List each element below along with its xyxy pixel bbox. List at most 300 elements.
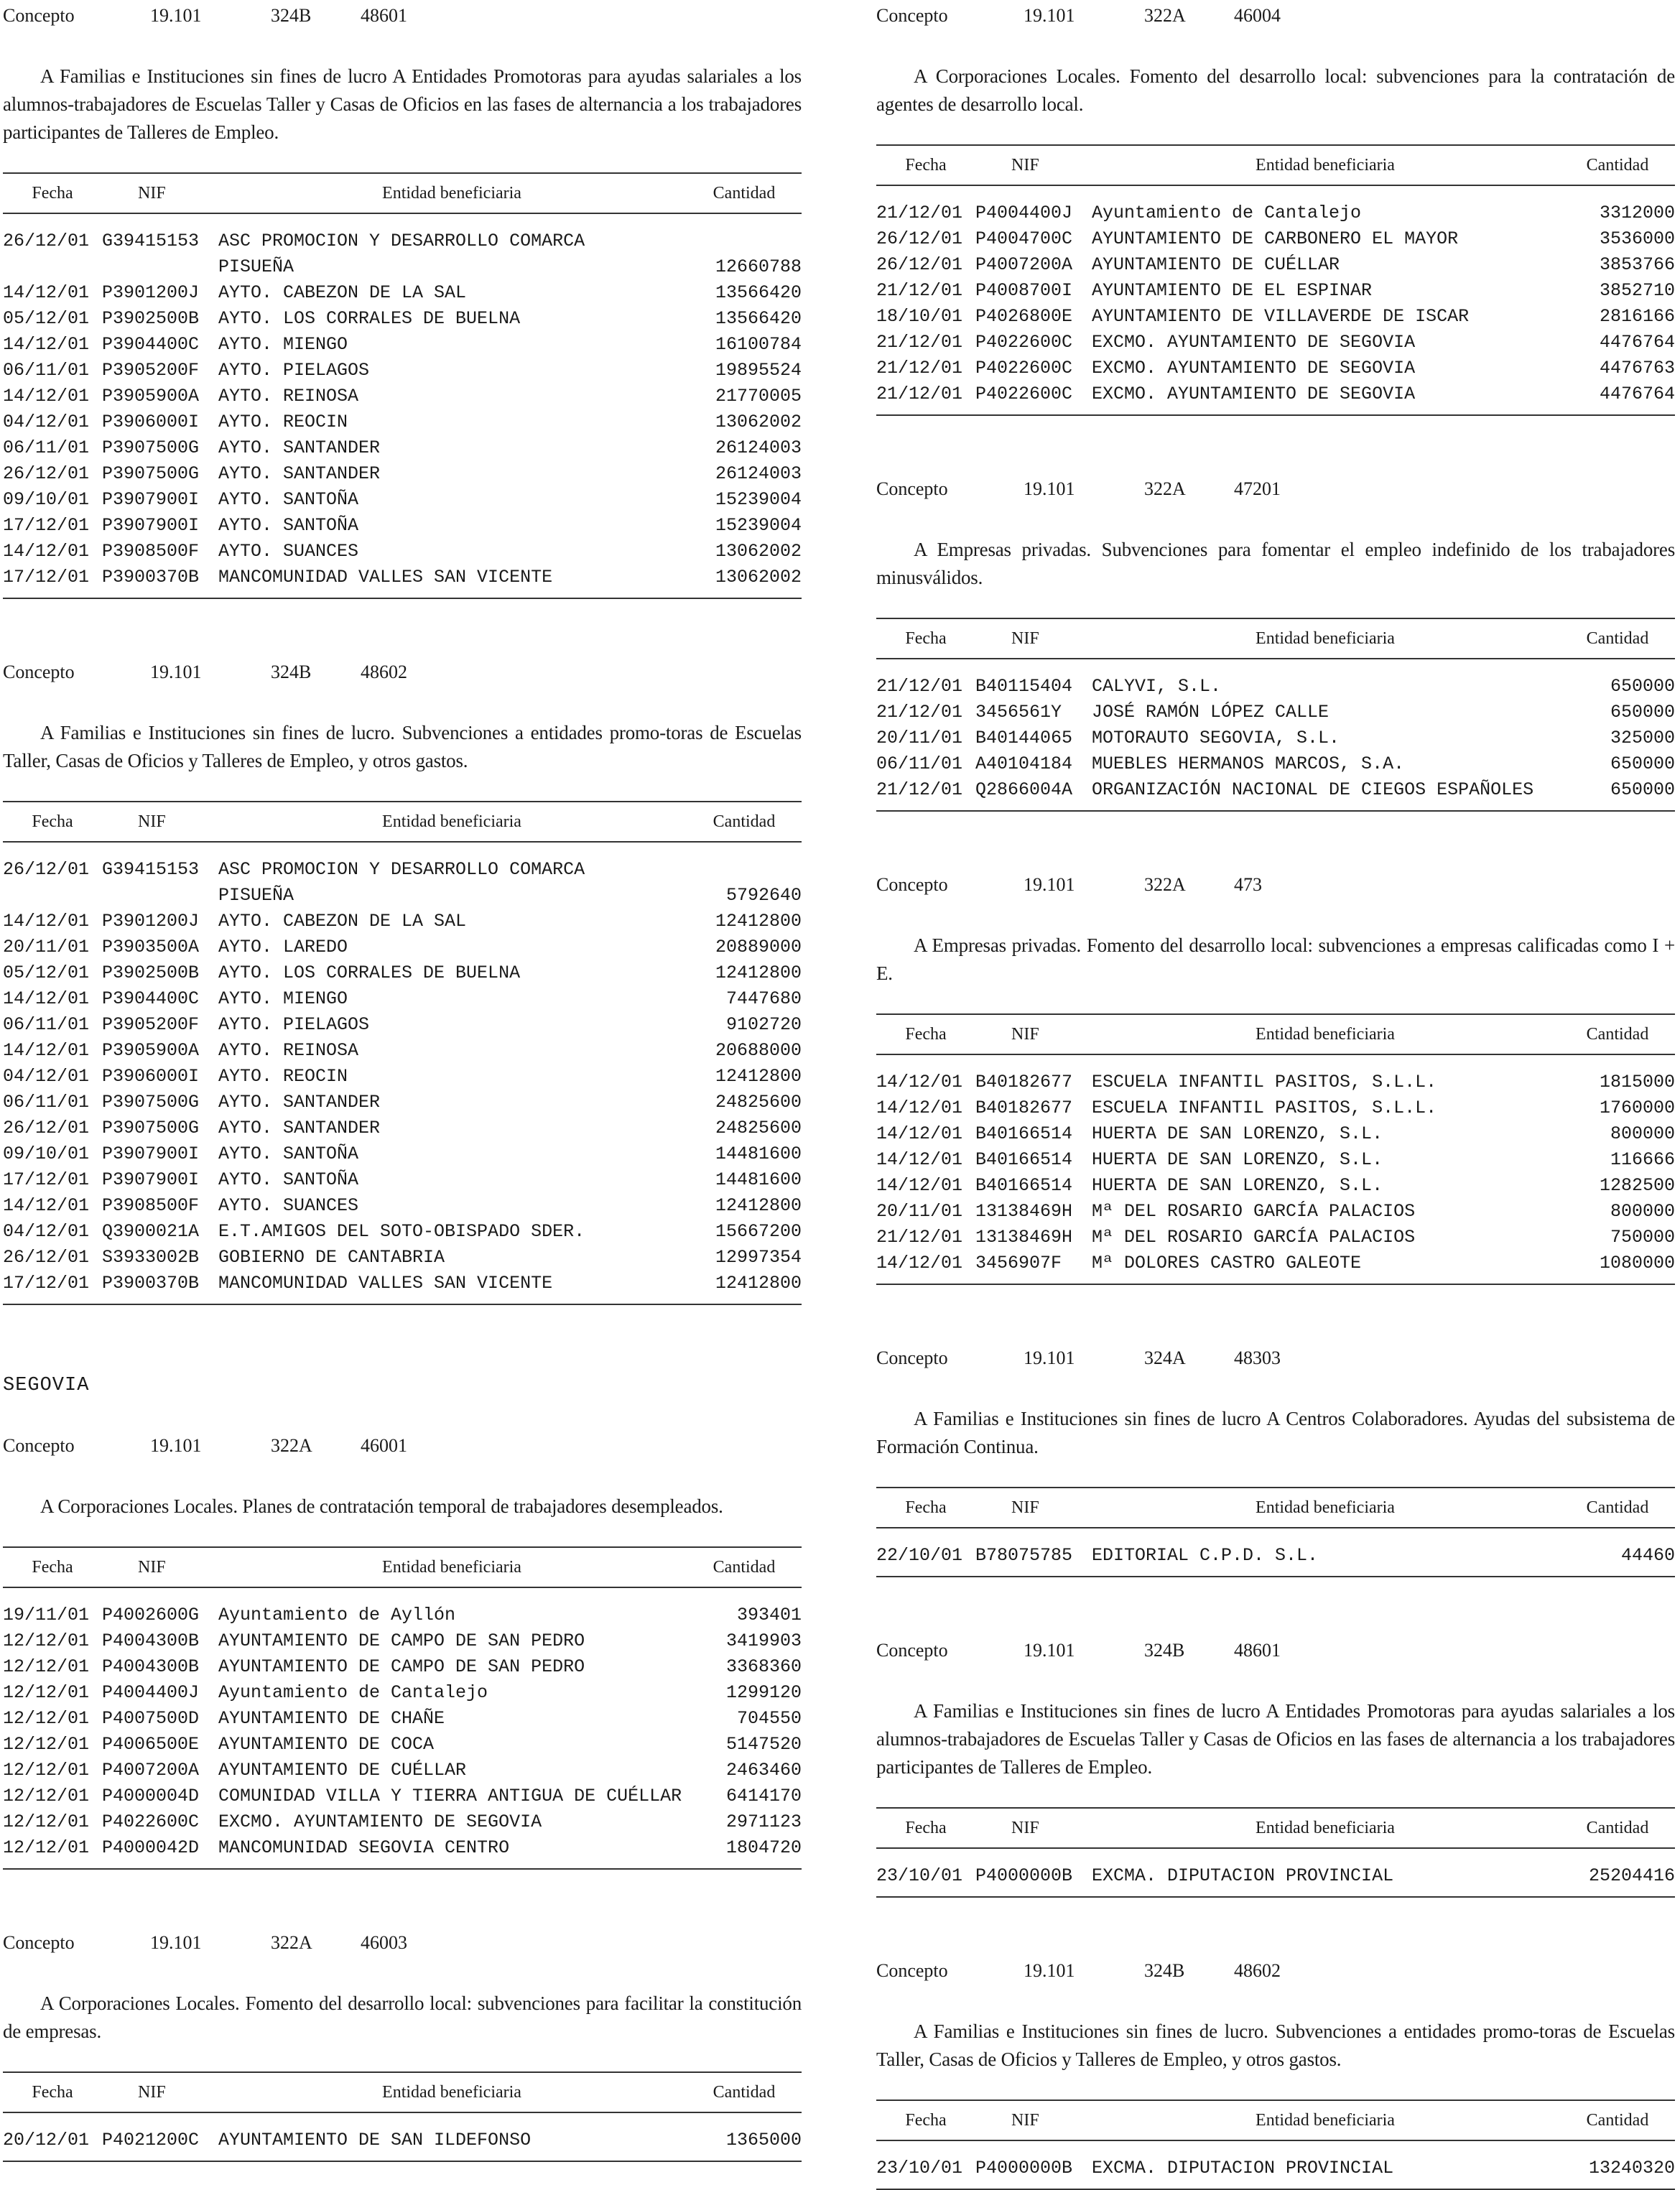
cell-fecha: 04/12/01	[3, 1221, 90, 1242]
cell-nif: B40144065	[975, 728, 1073, 748]
cell-nif: B40166514	[975, 1149, 1073, 1170]
table-row	[876, 674, 1675, 700]
concepto-code: 19.101	[1024, 1960, 1075, 1981]
cell-cantidad: 750000	[1610, 1227, 1675, 1248]
cell-nif: P4026800E	[975, 306, 1073, 327]
cell-entidad: EXCMA. DIPUTACION PROVINCIAL	[1092, 2158, 1394, 2179]
table-row	[3, 358, 802, 384]
beneficiary-table	[3, 2071, 802, 2162]
table-row	[3, 1732, 802, 1758]
cell-cantidad: 704550	[736, 1708, 802, 1729]
cell-fecha: 18/10/01	[876, 306, 963, 327]
left-top-sections	[3, 0, 802, 1305]
cell-cantidad: 116666	[1610, 1149, 1675, 1170]
cell-nif: Q2866004A	[975, 779, 1073, 800]
cell-nif: P4022600C	[975, 332, 1073, 353]
cell-nif: P3905900A	[102, 1040, 200, 1061]
cell-nif: P3902500B	[102, 308, 200, 329]
table-row	[876, 751, 1675, 777]
cell-cantidad: 13062002	[715, 567, 802, 588]
cell-entidad: AYTO. REOCIN	[218, 1066, 348, 1087]
concepto-section	[3, 0, 802, 599]
table-row	[3, 461, 802, 487]
cell-cantidad: 9102720	[725, 1014, 802, 1035]
cell-nif: P3907900I	[102, 1169, 200, 1190]
table-row	[876, 1147, 1675, 1173]
table-row	[3, 1038, 802, 1064]
cell-entidad: AYTO. SANTANDER	[218, 1118, 381, 1138]
concepto-section	[876, 1635, 1675, 1898]
cell-nif: P3907500G	[102, 1092, 200, 1113]
cell-nif: P3906000I	[102, 1066, 200, 1087]
table-body	[3, 2113, 802, 2161]
cell-cantidad: 2816166	[1599, 306, 1675, 327]
concepto-program: 324B	[271, 662, 312, 682]
cell-fecha: 14/12/01	[3, 541, 90, 562]
concepto-section	[876, 473, 1675, 812]
cell-cantidad: 12412800	[715, 962, 802, 983]
cell-fecha: 12/12/01	[3, 1837, 90, 1858]
cell-entidad: AYTO. LOS CORRALES DE BUELNA	[218, 308, 521, 329]
cell-cantidad: 1299120	[725, 1682, 802, 1703]
table-row	[876, 700, 1675, 725]
cell-nif: P4004300B	[102, 1630, 200, 1651]
table-header	[876, 619, 1675, 659]
cell-fecha: 12/12/01	[3, 1760, 90, 1781]
concepto-line	[876, 869, 1675, 901]
cell-entidad: AYTO. SUANCES	[218, 541, 359, 562]
cell-nif: P3904400C	[102, 334, 200, 355]
table-row	[3, 1654, 802, 1680]
cell-nif: P4000000B	[975, 1865, 1073, 1886]
table-header	[876, 1809, 1675, 1849]
beneficiary-table	[876, 2099, 1675, 2190]
header-fecha: Fecha	[905, 1818, 947, 1837]
header-fecha: Fecha	[32, 183, 73, 203]
table-row	[876, 304, 1675, 330]
cell-fecha: 21/12/01	[876, 702, 963, 723]
concepto-label: Concepto	[876, 1960, 948, 1981]
header-entidad: Entidad beneficiaria	[382, 183, 521, 203]
cell-cantidad: 1282500	[1599, 1175, 1675, 1196]
cell-fecha: 20/11/01	[3, 937, 90, 957]
cell-fecha: 26/12/01	[3, 859, 90, 880]
table-header	[876, 1488, 1675, 1528]
cell-nif: P3905200F	[102, 1014, 200, 1035]
cell-fecha: 09/10/01	[3, 1143, 90, 1164]
cell-entidad: EDITORIAL C.P.D. S.L.	[1092, 1545, 1319, 1566]
cell-fecha: 20/12/01	[3, 2130, 90, 2150]
cell-cantidad: 650000	[1610, 676, 1675, 697]
cell-cantidad: 3368360	[725, 1656, 802, 1677]
cell-entidad: E.T.AMIGOS DEL SOTO-OBISPADO SDER.	[218, 1221, 585, 1242]
concepto-code: 19.101	[150, 5, 202, 26]
cell-entidad: AYUNTAMIENTO DE CAMPO DE SAN PEDRO	[218, 1656, 585, 1677]
cell-fecha: 14/12/01	[3, 911, 90, 932]
header-entidad: Entidad beneficiaria	[382, 812, 521, 831]
header-cantidad: Cantidad	[1586, 1818, 1649, 1837]
cell-fecha: 14/12/01	[3, 334, 90, 355]
cell-fecha: 06/11/01	[3, 437, 90, 458]
concepto-program: 322A	[1144, 5, 1186, 26]
cell-cantidad: 14481600	[715, 1169, 802, 1190]
cell-nif: P3900370B	[102, 1273, 200, 1294]
cell-fecha: 05/12/01	[3, 962, 90, 983]
cell-cantidad: 4476763	[1599, 358, 1675, 379]
cell-nif: A40104184	[975, 753, 1073, 774]
cell-nif: P4008700I	[975, 280, 1073, 301]
cell-entidad: ORGANIZACIÓN NACIONAL DE CIEGOS ESPAÑOLES	[1092, 779, 1534, 800]
cell-entidad: GOBIERNO DE CANTABRIA	[218, 1247, 445, 1268]
cell-cantidad: 15239004	[715, 489, 802, 510]
concepto-subconcept: 48602	[361, 662, 407, 682]
cell-nif: P3904400C	[102, 988, 200, 1009]
cell-entidad: Mª DEL ROSARIO GARCÍA PALACIOS	[1092, 1227, 1416, 1248]
cell-fecha: 14/12/01	[3, 1195, 90, 1216]
table-body	[3, 214, 802, 598]
concepto-label: Concepto	[3, 1932, 75, 1953]
cell-cantidad: 1760000	[1599, 1098, 1675, 1118]
concepto-description: A Familias e Instituciones sin fines de lucro A Entidades Promotoras para ayudas salariales a los alumnos-trabajadores de Escuelas Taller y Casas de Oficios en las fases de alternancia a los trabajadores participantes de Talleres de Empleo.	[876, 1700, 1675, 1778]
table-row	[3, 857, 802, 909]
cell-nif: B40182677	[975, 1098, 1073, 1118]
cell-nif: 3456907F	[975, 1253, 1062, 1273]
cell-fecha: 06/11/01	[3, 1014, 90, 1035]
cell-entidad: EXCMO. AYUNTAMIENTO DE SEGOVIA	[1092, 332, 1416, 353]
cell-fecha: 12/12/01	[3, 1734, 90, 1755]
cell-fecha: 04/12/01	[3, 412, 90, 432]
cell-entidad: Ayuntamiento de Cantalejo	[1092, 203, 1362, 223]
concepto-code: 19.101	[1024, 874, 1075, 895]
table-row	[3, 539, 802, 565]
cell-fecha: 12/12/01	[3, 1811, 90, 1832]
cell-nif: G39415153	[102, 859, 200, 880]
cell-cantidad: 26124003	[715, 437, 802, 458]
cell-entidad: HUERTA DE SAN LORENZO, S.L.	[1092, 1149, 1383, 1170]
cell-entidad: AYTO. REINOSA	[218, 386, 359, 407]
cell-entidad: AYUNTAMIENTO DE EL ESPINAR	[1092, 280, 1373, 301]
cell-cantidad: 3419903	[725, 1630, 802, 1651]
cell-fecha: 12/12/01	[3, 1682, 90, 1703]
right-sections	[876, 0, 1675, 2190]
table-row	[3, 1706, 802, 1732]
table-body	[876, 1528, 1675, 1576]
table-row	[876, 1543, 1675, 1569]
table-body	[876, 1055, 1675, 1284]
province-heading: SEGOVIA	[3, 1375, 90, 1396]
table-body	[876, 1849, 1675, 1896]
concepto-section	[876, 1955, 1675, 2190]
cell-entidad: AYUNTAMIENTO DE CUÉLLAR	[1092, 254, 1340, 275]
concepto-program: 322A	[271, 1435, 312, 1456]
concepto-line	[876, 1342, 1675, 1374]
table-header	[3, 174, 802, 214]
concepto-section	[876, 1342, 1675, 1577]
beneficiary-table	[876, 618, 1675, 812]
cell-fecha: 21/12/01	[876, 779, 963, 800]
cell-entidad: AYTO. CABEZON DE LA SAL	[218, 282, 467, 303]
cell-nif: P3907500G	[102, 1118, 200, 1138]
table-row	[3, 565, 802, 590]
table-row	[3, 909, 802, 934]
cell-entidad: AYTO. SANTANDER	[218, 437, 381, 458]
table-row	[876, 200, 1675, 226]
table-row	[3, 1680, 802, 1706]
cell-entidad: Mª DEL ROSARIO GARCÍA PALACIOS	[1092, 1201, 1416, 1222]
header-entidad: Entidad beneficiaria	[382, 2082, 521, 2102]
cell-entidad: ESCUELA INFANTIL PASITOS, S.L.L.	[1092, 1072, 1437, 1092]
table-body	[876, 2141, 1675, 2189]
cell-entidad: AYTO. REOCIN	[218, 412, 348, 432]
cell-cantidad: 12412800	[715, 1066, 802, 1087]
cell-cantidad: 3852710	[1599, 280, 1675, 301]
cell-cantidad: 15239004	[715, 515, 802, 536]
header-cantidad: Cantidad	[1586, 2110, 1649, 2130]
cell-cantidad: 12412800	[715, 1195, 802, 1216]
cell-cantidad: 24825600	[715, 1092, 802, 1113]
concepto-subconcept: 47201	[1234, 478, 1281, 499]
left-column	[3, 0, 802, 2162]
cell-fecha: 14/12/01	[876, 1149, 963, 1170]
cell-fecha: 23/10/01	[876, 2158, 963, 2179]
cell-nif: P4002600G	[102, 1605, 200, 1625]
cell-nif: B40166514	[975, 1123, 1073, 1144]
cell-fecha: 14/12/01	[876, 1175, 963, 1196]
beneficiary-table	[876, 1013, 1675, 1285]
table-body	[876, 186, 1675, 414]
cell-nif: P3907900I	[102, 1143, 200, 1164]
cell-fecha: 14/12/01	[876, 1098, 963, 1118]
cell-cantidad: 5147520	[725, 1734, 802, 1755]
header-cantidad: Cantidad	[713, 1557, 776, 1577]
header-nif: NIF	[1011, 2110, 1039, 2130]
cell-cantidad: 1365000	[725, 2130, 802, 2150]
concepto-code: 19.101	[1024, 5, 1075, 26]
header-fecha: Fecha	[905, 2110, 947, 2130]
header-entidad: Entidad beneficiaria	[1256, 155, 1395, 175]
header-nif: NIF	[138, 1557, 166, 1577]
concepto-line	[876, 1955, 1675, 1987]
concepto-line	[3, 0, 802, 32]
concepto-section	[3, 1927, 802, 2162]
cell-nif: P4004700C	[975, 228, 1073, 249]
cell-nif: P3907900I	[102, 515, 200, 536]
cell-entidad: AYTO. PIELAGOS	[218, 1014, 370, 1035]
cell-fecha: 14/12/01	[876, 1123, 963, 1144]
concepto-description: A Familias e Instituciones sin fines de lucro. Subvenciones a entidades promo-toras de Escuelas Taller, Casas de Oficios y Talleres de Empleo, y otros gastos.	[876, 2020, 1675, 2070]
cell-entidad: AYTO. CABEZON DE LA SAL	[218, 911, 467, 932]
cell-cantidad: 6414170	[725, 1786, 802, 1806]
cell-cantidad: 2463460	[725, 1760, 802, 1781]
concepto-code: 19.101	[1024, 478, 1075, 499]
table-row	[876, 278, 1675, 304]
cell-nif: P3907500G	[102, 437, 200, 458]
concepto-subconcept: 473	[1234, 874, 1262, 895]
concepto-line	[876, 0, 1675, 32]
cell-fecha: 14/12/01	[3, 282, 90, 303]
cell-cantidad: 800000	[1610, 1201, 1675, 1222]
cell-nif: P4007200A	[102, 1760, 200, 1781]
cell-entidad: EXCMO. AYUNTAMIENTO DE SEGOVIA	[1092, 384, 1416, 404]
table-row	[876, 1225, 1675, 1251]
table-row	[3, 1783, 802, 1809]
concepto-section	[3, 1430, 802, 1870]
concepto-section	[876, 0, 1675, 416]
concepto-description: A Corporaciones Locales. Fomento del desarrollo local: subvenciones para facilitar la constitución de empresas.	[3, 1992, 802, 2042]
concepto-code: 19.101	[150, 1435, 202, 1456]
cell-nif: P4007200A	[975, 254, 1073, 275]
cell-fecha: 26/12/01	[3, 1118, 90, 1138]
cell-nif: P4000000B	[975, 2158, 1073, 2179]
header-fecha: Fecha	[905, 1498, 947, 1517]
cell-fecha: 17/12/01	[3, 515, 90, 536]
cell-entidad: AYTO. SUANCES	[218, 1195, 359, 1216]
beneficiary-table	[876, 1807, 1675, 1898]
cell-fecha: 19/11/01	[3, 1605, 90, 1625]
cell-entidad: AYTO. REINOSA	[218, 1040, 359, 1061]
cell-nif: B40115404	[975, 676, 1073, 697]
table-row	[3, 1090, 802, 1115]
cell-cantidad: 650000	[1610, 702, 1675, 723]
table-row	[3, 1628, 802, 1654]
cell-fecha: 21/12/01	[876, 332, 963, 353]
concepto-program: 322A	[1144, 874, 1186, 895]
beneficiary-table	[876, 144, 1675, 416]
header-nif: NIF	[1011, 1024, 1039, 1044]
cell-nif: P4022600C	[975, 384, 1073, 404]
table-row	[876, 252, 1675, 278]
cell-fecha: 26/12/01	[876, 254, 963, 275]
cell-cantidad: 1804720	[725, 1837, 802, 1858]
cell-nif: P4004400J	[102, 1682, 200, 1703]
cell-cantidad: 12997354	[715, 1247, 802, 1268]
header-nif: NIF	[1011, 1498, 1039, 1517]
cell-cantidad: 2971123	[725, 1811, 802, 1832]
cell-cantidad: 3536000	[1599, 228, 1675, 249]
cell-cantidad: 24825600	[715, 1118, 802, 1138]
cell-fecha: 21/12/01	[876, 384, 963, 404]
cell-cantidad: 14481600	[715, 1143, 802, 1164]
cell-entidad: AYTO. SANTOÑA	[218, 1143, 359, 1164]
cell-entidad: MANCOMUNIDAD VALLES SAN VICENTE	[218, 1273, 553, 1294]
table-row	[3, 487, 802, 513]
beneficiary-table	[3, 172, 802, 599]
cell-cantidad: 12412800	[715, 911, 802, 932]
cell-cantidad: 16100784	[715, 334, 802, 355]
table-header	[3, 802, 802, 843]
table-row	[876, 1173, 1675, 1199]
cell-fecha: 12/12/01	[3, 1630, 90, 1651]
cell-entidad: MUEBLES HERMANOS MARCOS, S.A.	[1092, 753, 1405, 774]
cell-fecha: 14/12/01	[3, 386, 90, 407]
cell-cantidad: 25204416	[1588, 1865, 1675, 1886]
table-row	[3, 1758, 802, 1783]
concepto-line	[3, 1430, 802, 1462]
cell-entidad: AYTO. SANTANDER	[218, 1092, 381, 1113]
cell-cantidad: 4476764	[1599, 384, 1675, 404]
cell-nif: P3901200J	[102, 911, 200, 932]
cell-cantidad: 1815000	[1599, 1072, 1675, 1092]
table-row	[876, 356, 1675, 381]
cell-entidad: ESCUELA INFANTIL PASITOS, S.L.L.	[1092, 1098, 1437, 1118]
table-row	[3, 280, 802, 306]
cell-entidad: AYUNTAMIENTO DE COCA	[218, 1734, 435, 1755]
concepto-subconcept: 48601	[361, 5, 407, 26]
cell-entidad: JOSÉ RAMÓN LÓPEZ CALLE	[1092, 702, 1329, 723]
cell-fecha: 23/10/01	[876, 1865, 963, 1886]
concepto-label: Concepto	[876, 1347, 948, 1368]
cell-cantidad: 800000	[1610, 1123, 1675, 1144]
concepto-program: 324B	[271, 5, 312, 26]
table-row	[3, 1835, 802, 1861]
cell-entidad: COMUNIDAD VILLA Y TIERRA ANTIGUA DE CUÉLLAR	[218, 1786, 682, 1806]
table-row	[3, 1012, 802, 1038]
table-row	[3, 1115, 802, 1141]
table-header	[3, 1548, 802, 1588]
concepto-label: Concepto	[876, 1640, 948, 1661]
cell-nif: P4021200C	[102, 2130, 200, 2150]
header-entidad: Entidad beneficiaria	[382, 1557, 521, 1577]
cell-entidad: CALYVI, S.L.	[1092, 676, 1222, 697]
table-row	[876, 2156, 1675, 2181]
table-row	[3, 2128, 802, 2153]
table-row	[3, 986, 802, 1012]
cell-entidad: AYUNTAMIENTO DE SAN ILDEFONSO	[218, 2130, 532, 2150]
cell-nif: B40166514	[975, 1175, 1073, 1196]
cell-cantidad: 1080000	[1599, 1253, 1675, 1273]
table-row	[876, 1863, 1675, 1889]
cell-nif: P4007500D	[102, 1708, 200, 1729]
cell-nif: P4022600C	[102, 1811, 200, 1832]
cell-cantidad: 650000	[1610, 779, 1675, 800]
cell-cantidad: 4476764	[1599, 332, 1675, 353]
table-row	[876, 226, 1675, 252]
table-row	[3, 1809, 802, 1835]
concepto-code: 19.101	[1024, 1347, 1075, 1368]
cell-cantidad: 26124003	[715, 463, 802, 484]
table-row	[3, 960, 802, 986]
cell-cantidad: 12660788	[715, 256, 802, 277]
cell-fecha: 12/12/01	[3, 1656, 90, 1677]
table-row	[3, 513, 802, 539]
cell-entidad: EXCMA. DIPUTACION PROVINCIAL	[1092, 1865, 1394, 1886]
table-row	[3, 934, 802, 960]
cell-fecha: 26/12/01	[3, 463, 90, 484]
header-nif: NIF	[138, 812, 166, 831]
header-entidad: Entidad beneficiaria	[1256, 1498, 1395, 1517]
concepto-label: Concepto	[876, 874, 948, 895]
table-header	[876, 2101, 1675, 2141]
concepto-line	[876, 473, 1675, 505]
cell-nif: 13138469H	[975, 1227, 1073, 1248]
cell-entidad: AYTO. MIENGO	[218, 988, 348, 1009]
header-fecha: Fecha	[32, 1557, 73, 1577]
concepto-label: Concepto	[876, 5, 948, 26]
cell-cantidad: 13240320	[1588, 2158, 1675, 2179]
cell-cantidad: 19895524	[715, 360, 802, 381]
concepto-code: 19.101	[150, 1932, 202, 1953]
cell-fecha: 17/12/01	[3, 567, 90, 588]
concepto-description: A Empresas privadas. Fomento del desarrollo local: subvenciones a empresas calificadas como I + E.	[876, 934, 1675, 984]
header-fecha: Fecha	[905, 1024, 947, 1044]
table-row	[3, 435, 802, 461]
cell-entidad: AYUNTAMIENTO DE CUÉLLAR	[218, 1760, 467, 1781]
header-cantidad: Cantidad	[713, 2082, 776, 2102]
concepto-description: A Familias e Instituciones sin fines de lucro A Centros Colaboradores. Ayudas del subsistema de Formación Continua.	[876, 1408, 1675, 1457]
concepto-description: A Familias e Instituciones sin fines de lucro. Subvenciones a entidades promo-toras de Escuelas Taller, Casas de Oficios y Talleres de Empleo, y otros gastos.	[3, 722, 802, 771]
table-header	[3, 2073, 802, 2113]
header-entidad: Entidad beneficiaria	[1256, 1818, 1395, 1837]
